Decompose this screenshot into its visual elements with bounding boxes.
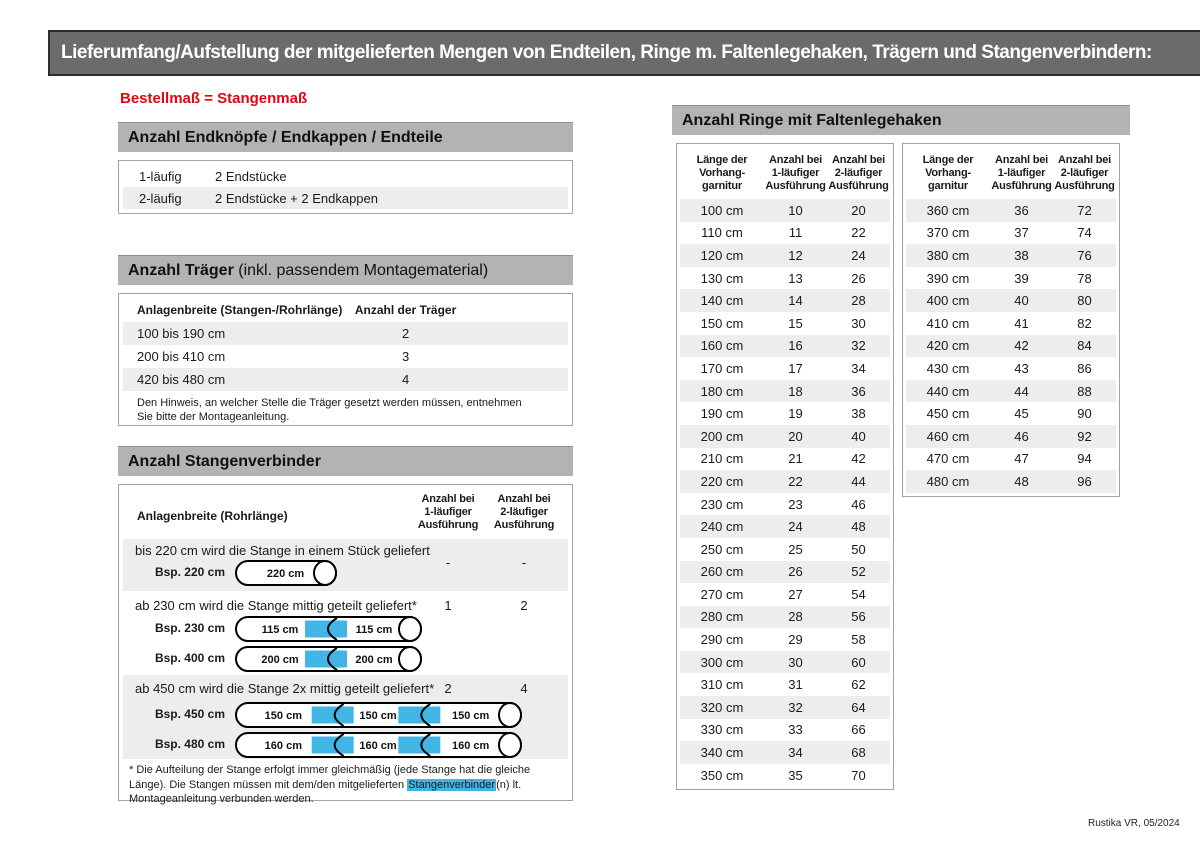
rings-count-1-laeufig: 41: [1014, 315, 1029, 331]
rings-table-row: [680, 764, 890, 787]
verbinder-row-description: bis 220 cm wird die Stange in einem Stück geliefert: [135, 543, 430, 558]
rings-table-row: [906, 199, 1116, 222]
rings-length: 160 cm: [700, 338, 744, 354]
rings-length: 340 cm: [700, 745, 744, 761]
traeger-rows: [123, 322, 568, 391]
section-header-verbinder: Anzahl Stangenverbinder: [118, 446, 573, 476]
document-version: Rustika VR, 05/2024: [1088, 818, 1180, 829]
traeger-row: [123, 368, 568, 391]
rings-length: 180 cm: [700, 383, 744, 399]
rings-col-header: Anzahl bei 1-läufiger Ausführung: [765, 154, 826, 192]
rings-count-1-laeufig: 33: [788, 722, 803, 738]
endpieces-row: [123, 165, 568, 187]
footnote-highlight: Stangenverbinder: [408, 778, 496, 791]
rings-table-row: [680, 402, 890, 425]
rings-length: 320 cm: [700, 699, 744, 715]
rings-table-row: [680, 244, 890, 267]
traeger-row: [123, 345, 568, 368]
rings-length: 460 cm: [926, 428, 970, 444]
rings-table-right: [902, 143, 1120, 497]
rings-table-row: [906, 425, 1116, 448]
rings-table-row: [680, 493, 890, 516]
verbinder-count-1-laeufig: -: [445, 555, 451, 570]
svg-text:160 cm: 160 cm: [264, 740, 302, 752]
rings-table-row: [680, 515, 890, 538]
rings-count-1-laeufig: 13: [788, 270, 803, 286]
rings-count-1-laeufig: 32: [788, 699, 803, 715]
svg-text:115 cm: 115 cm: [355, 624, 393, 636]
rings-length: 430 cm: [926, 360, 970, 376]
svg-text:220 cm: 220 cm: [266, 568, 305, 580]
rod-example-label: Bsp. 230 cm: [154, 621, 225, 635]
rings-length: 440 cm: [926, 383, 970, 399]
verbinder-row: [123, 593, 568, 675]
rings-count-2-laeufig: 96: [1077, 473, 1092, 489]
footnote-text-pre: * Die Aufteilung der Stange erfolgt immer gleichmäßig (jede Stange hat die gleiche Länge). Die Stangen müssen mit dem/den mitgelieferten: [129, 764, 531, 791]
rings-count-2-laeufig: 36: [851, 383, 866, 399]
verbinder-col2-header: Anzahl bei 1-läufiger Ausführung: [417, 493, 479, 531]
rings-count-2-laeufig: 56: [851, 609, 866, 625]
rings-count-2-laeufig: 34: [851, 360, 866, 376]
rings-count-1-laeufig: 17: [788, 360, 803, 376]
traeger-width-range: 100 bis 190 cm: [137, 326, 226, 341]
rings-length: 420 cm: [926, 338, 970, 354]
rings-table-row: [906, 312, 1116, 335]
rod-diagram: [233, 701, 523, 734]
rings-length: 300 cm: [700, 654, 744, 670]
rings-count-2-laeufig: 68: [851, 745, 866, 761]
rings-table-row: [680, 357, 890, 380]
rings-count-1-laeufig: 29: [788, 632, 803, 648]
rings-length: 380 cm: [926, 247, 970, 263]
rings-table-row: [906, 244, 1116, 267]
rings-table-row: [680, 335, 890, 358]
rings-col-header: Anzahl bei 1-läufiger Ausführung: [991, 154, 1052, 192]
rings-length: 480 cm: [926, 473, 970, 489]
svg-text:150 cm: 150 cm: [452, 710, 490, 722]
rings-length: 140 cm: [700, 293, 744, 309]
rings-count-2-laeufig: 66: [851, 722, 866, 738]
traeger-col1-header: Anlagenbreite (Stangen-/Rohrlänge): [137, 303, 343, 317]
rings-length: 310 cm: [700, 677, 744, 693]
footnote-text-post: (n) lt. Montageanleitung verbunden werden.: [129, 778, 522, 805]
rings-table-row: [680, 289, 890, 312]
rings-count-1-laeufig: 16: [788, 338, 803, 354]
rings-col-header: Anzahl bei 2-läufiger Ausführung: [828, 154, 889, 192]
rings-count-2-laeufig: 42: [851, 451, 866, 467]
endpieces-variant: 2-läufig: [139, 190, 182, 206]
rings-count-1-laeufig: 35: [788, 767, 803, 783]
rings-count-2-laeufig: 46: [851, 496, 866, 512]
rings-count-1-laeufig: 47: [1014, 451, 1029, 467]
rings-table-row: [680, 583, 890, 606]
rings-count-2-laeufig: 72: [1077, 202, 1092, 218]
rings-col-header: Länge der Vorhang- garnitur: [922, 154, 974, 192]
rings-count-2-laeufig: 22: [851, 225, 866, 241]
rings-count-1-laeufig: 15: [788, 315, 803, 331]
rings-table-row: [680, 312, 890, 335]
rings-length: 250 cm: [700, 541, 744, 557]
rings-count-1-laeufig: 43: [1014, 360, 1029, 376]
rings-count-2-laeufig: 48: [851, 519, 866, 535]
rings-count-1-laeufig: 42: [1014, 338, 1029, 354]
verbinder-count-2-laeufig: 4: [520, 681, 528, 696]
rings-count-1-laeufig: 39: [1014, 270, 1029, 286]
rings-count-2-laeufig: 20: [851, 202, 866, 218]
rings-count-1-laeufig: 28: [788, 609, 803, 625]
svg-text:150 cm: 150 cm: [359, 710, 397, 722]
section-header-traeger: [118, 255, 573, 285]
rings-length: 390 cm: [926, 270, 970, 286]
rings-count-1-laeufig: 45: [1014, 406, 1029, 422]
rings-table-header: [680, 147, 890, 199]
rings-table-row: [680, 561, 890, 584]
rings-count-2-laeufig: 52: [851, 564, 866, 580]
rod-example-label: Bsp. 400 cm: [154, 651, 225, 665]
verbinder-col3-header: Anzahl bei 2-läufiger Ausführung: [493, 493, 555, 531]
rings-count-2-laeufig: 92: [1077, 428, 1092, 444]
rings-count-2-laeufig: 84: [1077, 338, 1092, 354]
traeger-width-range: 420 bis 480 cm: [137, 372, 226, 387]
rings-count-2-laeufig: 28: [851, 293, 866, 309]
rings-table-row: [906, 289, 1116, 312]
rings-length: 120 cm: [700, 247, 744, 263]
traeger-col2-header: Anzahl der Träger: [354, 303, 457, 317]
section-header-endpieces: Anzahl Endknöpfe / Endkappen / Endteile: [118, 122, 573, 152]
rings-table-row: [680, 651, 890, 674]
rings-count-1-laeufig: 37: [1014, 225, 1029, 241]
traeger-header-rest: (inkl. passendem Montagematerial): [233, 262, 489, 279]
rings-table-row: [906, 402, 1116, 425]
rings-count-2-laeufig: 54: [851, 586, 866, 602]
rings-length: 170 cm: [700, 360, 744, 376]
rings-count-1-laeufig: 44: [1014, 383, 1029, 399]
endpieces-row: [123, 187, 568, 209]
traeger-count: 3: [401, 349, 410, 364]
traeger-note: Den Hinweis, an welcher Stelle die Träger gesetzt werden müssen, entnehmen Sie bitte der Montageanleitung.: [137, 397, 522, 423]
endpieces-content: 2 Endstücke: [215, 168, 287, 184]
rings-count-1-laeufig: 21: [788, 451, 803, 467]
traeger-header-bold: Anzahl Träger: [128, 262, 234, 279]
rings-length: 220 cm: [700, 473, 744, 489]
endpieces-content: 2 Endstücke + 2 Endkappen: [215, 190, 378, 206]
rings-table-row: [906, 380, 1116, 403]
rings-table-row: [680, 425, 890, 448]
rings-count-1-laeufig: 26: [788, 564, 803, 580]
rings-table-row: [680, 606, 890, 629]
verbinder-col1-header: Anlagenbreite (Rohrlänge): [137, 509, 288, 523]
rings-length: 270 cm: [700, 586, 744, 602]
svg-text:115 cm: 115 cm: [261, 624, 299, 636]
rings-count-2-laeufig: 30: [851, 315, 866, 331]
rings-length: 330 cm: [700, 722, 744, 738]
traeger-count: 2: [401, 326, 410, 341]
rings-count-2-laeufig: 70: [851, 767, 866, 783]
page-title: Lieferumfang/Aufstellung der mitgelieferten Mengen von Endteilen, Ringe m. Faltenlegehaken, Trägern und Stangenverbindern:: [48, 30, 1200, 76]
traeger-width-range: 200 bis 410 cm: [137, 349, 226, 364]
rings-length: 280 cm: [700, 609, 744, 625]
svg-text:200 cm: 200 cm: [261, 654, 299, 666]
rings-count-1-laeufig: 36: [1014, 202, 1029, 218]
rod-diagram: [233, 645, 423, 678]
rings-table-row: [680, 199, 890, 222]
rings-table-row: [680, 380, 890, 403]
verbinder-count-2-laeufig: -: [521, 555, 527, 570]
rings-length: 470 cm: [926, 451, 970, 467]
rings-length: 190 cm: [700, 406, 744, 422]
rings-length: 130 cm: [700, 270, 744, 286]
rings-count-2-laeufig: 74: [1077, 225, 1092, 241]
rings-table-row: [680, 267, 890, 290]
rings-table-row: [906, 222, 1116, 245]
rings-table-row: [680, 470, 890, 493]
rings-table-row: [906, 335, 1116, 358]
rings-count-2-laeufig: 26: [851, 270, 866, 286]
rings-count-2-laeufig: 40: [851, 428, 866, 444]
rings-count-2-laeufig: 58: [851, 632, 866, 648]
rings-length: 240 cm: [700, 519, 744, 535]
rings-length: 210 cm: [700, 451, 744, 467]
rings-count-1-laeufig: 18: [788, 383, 803, 399]
rings-length: 290 cm: [700, 632, 744, 648]
rings-length: 370 cm: [926, 225, 970, 241]
rings-table-row: [680, 741, 890, 764]
rings-count-2-laeufig: 82: [1077, 315, 1092, 331]
rings-length: 150 cm: [700, 315, 744, 331]
rings-count-1-laeufig: 20: [788, 428, 803, 444]
rings-table-left: [676, 143, 894, 790]
rings-count-2-laeufig: 38: [851, 406, 866, 422]
verbinder-row-description: ab 450 cm wird die Stange 2x mittig geteilt geliefert*: [135, 681, 435, 696]
rings-table-row: [906, 267, 1116, 290]
rings-count-2-laeufig: 44: [851, 473, 866, 489]
rings-count-2-laeufig: 62: [851, 677, 866, 693]
rings-count-1-laeufig: 34: [788, 745, 803, 761]
rings-length: 110 cm: [701, 225, 743, 241]
rings-count-1-laeufig: 48: [1014, 473, 1029, 489]
rings-length: 360 cm: [926, 202, 970, 218]
rings-length: 410 cm: [926, 315, 970, 331]
verbinder-table: [118, 484, 573, 805]
rings-table-row: [680, 628, 890, 651]
rings-table-row: [680, 673, 890, 696]
rings-length: 450 cm: [926, 406, 970, 422]
rings-table-row: [906, 470, 1116, 493]
rings-count-2-laeufig: 76: [1077, 247, 1092, 263]
verbinder-footnote: [129, 763, 564, 807]
rings-count-2-laeufig: 50: [851, 541, 866, 557]
endpieces-table: [118, 160, 573, 214]
rings-count-2-laeufig: 80: [1077, 293, 1092, 309]
verbinder-row: [123, 675, 568, 759]
verbinder-count-2-laeufig: 2: [520, 598, 528, 613]
rings-count-2-laeufig: 88: [1077, 383, 1092, 399]
rings-count-1-laeufig: 40: [1014, 293, 1029, 309]
rings-length: 350 cm: [700, 767, 744, 783]
section-header-rings: Anzahl Ringe mit Faltenlegehaken: [672, 105, 1130, 135]
rings-count-1-laeufig: 10: [788, 202, 803, 218]
rings-table-row: [680, 448, 890, 471]
rings-count-1-laeufig: 31: [788, 677, 803, 693]
rings-count-1-laeufig: 19: [788, 406, 803, 422]
rings-count-1-laeufig: 22: [788, 473, 803, 489]
rings-table-header: [906, 147, 1116, 199]
rings-count-1-laeufig: 23: [788, 496, 803, 512]
rings-table-row: [680, 222, 890, 245]
rings-length: 260 cm: [700, 564, 744, 580]
rod-diagram: [233, 615, 423, 648]
rings-table-row: [680, 696, 890, 719]
rod-example-label: Bsp. 220 cm: [154, 565, 225, 579]
rings-count-2-laeufig: 94: [1077, 451, 1092, 467]
rings-table-row: [680, 538, 890, 561]
traeger-table-header: [123, 298, 568, 322]
verbinder-count-1-laeufig: 1: [444, 598, 452, 613]
traeger-count: 4: [401, 372, 410, 387]
order-measure-note: Bestellmaß = Stangenmaß: [120, 90, 308, 107]
rod-example-label: Bsp. 480 cm: [154, 737, 225, 751]
rings-table-row: [906, 357, 1116, 380]
rings-count-2-laeufig: 24: [851, 247, 866, 263]
rod-diagram: [233, 731, 523, 764]
rings-length: 200 cm: [700, 428, 744, 444]
verbinder-row-description: ab 230 cm wird die Stange mittig geteilt geliefert*: [135, 598, 417, 613]
rings-count-1-laeufig: 38: [1014, 247, 1029, 263]
svg-text:150 cm: 150 cm: [264, 710, 302, 722]
endpieces-variant: 1-läufig: [139, 168, 182, 184]
verbinder-row: [123, 539, 568, 591]
rings-col-header: Anzahl bei 2-läufiger Ausführung: [1054, 154, 1115, 192]
rings-count-1-laeufig: 11: [788, 225, 803, 241]
rings-table-row: [680, 719, 890, 742]
rings-col-header: Länge der Vorhang- garnitur: [696, 154, 748, 192]
rings-table-row: [906, 448, 1116, 471]
rings-count-2-laeufig: 64: [851, 699, 866, 715]
verbinder-count-1-laeufig: 2: [444, 681, 452, 696]
svg-text:160 cm: 160 cm: [452, 740, 490, 752]
svg-text:200 cm: 200 cm: [355, 654, 393, 666]
svg-text:160 cm: 160 cm: [359, 740, 397, 752]
rings-length: 100 cm: [700, 202, 744, 218]
rings-count-1-laeufig: 14: [788, 293, 803, 309]
rings-length: 400 cm: [926, 293, 970, 309]
rings-count-1-laeufig: 25: [788, 541, 803, 557]
rings-count-1-laeufig: 12: [788, 247, 803, 263]
rod-example-label: Bsp. 450 cm: [154, 707, 225, 721]
rod-diagram: [233, 559, 338, 592]
rings-count-2-laeufig: 78: [1077, 270, 1092, 286]
rings-count-1-laeufig: 27: [788, 586, 803, 602]
rings-length: 230 cm: [700, 496, 744, 512]
rings-count-2-laeufig: 32: [851, 338, 866, 354]
traeger-table: [118, 293, 573, 426]
rings-count-1-laeufig: 24: [788, 519, 803, 535]
traeger-row: [123, 322, 568, 345]
rings-count-2-laeufig: 86: [1077, 360, 1092, 376]
rings-count-1-laeufig: 46: [1014, 428, 1029, 444]
rings-count-2-laeufig: 90: [1077, 406, 1092, 422]
rings-count-2-laeufig: 60: [851, 654, 866, 670]
rings-count-1-laeufig: 30: [788, 654, 803, 670]
